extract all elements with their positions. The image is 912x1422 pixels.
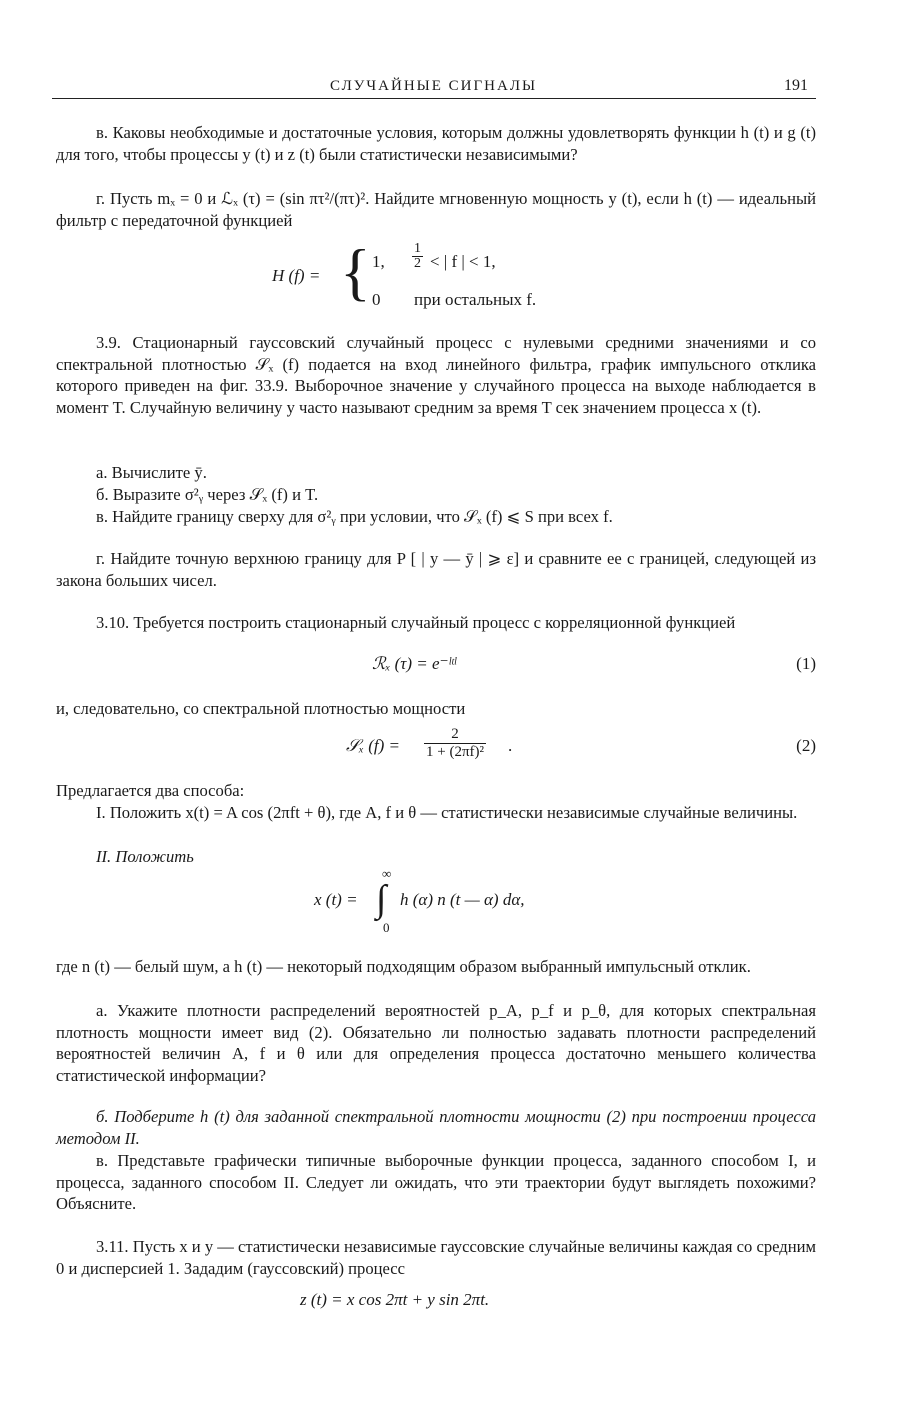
problem-3-9: 3.9. Стационарный гауссовский случайный процесс с нулевыми средними значениями и со спектральной плотностью 𝒮ₓ (f) подается на вход линейного фильтра, график импульсного отклика которого приведен на фиг. 33.9. Выборочное значение y случайного процесса на выходе наблюдается в момент T. Случайную величину y часто называют средним за время T сек значением процесса x (t).	[56, 333, 816, 417]
eq-h-lhs: H (f) =	[272, 266, 321, 285]
eq3-lhs: x (t) =	[314, 890, 358, 909]
question-b: б. Подберите h (t) для заданной спектральной плотности мощности (2) при построении процесса методом II.	[56, 1107, 816, 1148]
eq-h-row1-value: 1,	[372, 252, 385, 271]
eq2-num: 2	[424, 726, 486, 744]
problem-3-10: 3.10. Требуется построить стационарный случайный процесс с корреляционной функцией	[96, 613, 736, 632]
eq2-fraction	[424, 726, 486, 761]
eq2-tail: .	[508, 736, 513, 755]
problem-3-9-v: в. Найдите границу сверху для σ²ᵧ при условии, что 𝒮ₓ (f) ⩽ S при всех f.	[96, 507, 613, 526]
running-header-title: СЛУЧАЙНЫЕ СИГНАЛЫ	[330, 78, 538, 94]
header-rule	[52, 98, 816, 99]
eq-h-frac-num: 1	[414, 241, 421, 256]
paragraph-white-noise: где n (t) — белый шум, а h (t) — некоторый подходящим образом выбранный импульсный отклик.	[56, 957, 751, 976]
eq3-lower-limit: 0	[383, 920, 390, 935]
paragraph-spectral: и, следовательно, со спектральной плотностью мощности	[56, 699, 466, 718]
equation-1-number: (1)	[796, 654, 816, 673]
eq-h-frac-den: 2	[414, 256, 421, 271]
method-1: I. Положить x(t) = A cos (2πft + θ), где A, f и θ — статистически независимые случайные величины.	[96, 803, 798, 822]
equation-1: ℛₓ (τ) = e⁻ˡᵗˡ	[372, 654, 457, 673]
paragraph-item-v: в. Каковы необходимые и достаточные условия, которым должны удовлетворять функции h (t) и g (t) для того, чтобы процессы y (t) и z (t) были статистически независимыми?	[56, 123, 816, 164]
equation-2-number: (2)	[796, 736, 816, 755]
eq-h-brace: {	[340, 236, 371, 307]
paragraph-item-g: г. Пусть mₓ = 0 и ℒₓ (τ) = (sin πτ²/(πτ)². Найдите мгновенную мощность y (t), если h (t) — идеальный фильтр с передаточной функцией	[56, 189, 816, 230]
eq-h-row1-cond: < | f | < 1,	[430, 252, 496, 271]
method-2: II. Положить	[96, 847, 194, 866]
page-number: 191	[784, 77, 808, 94]
equation-process-z: z (t) = x cos 2πt + y sin 2πt.	[300, 1290, 490, 1309]
eq2-den: 1 + (2πf)²	[426, 744, 485, 760]
eq3-body: h (α) n (t — α) dα,	[400, 890, 525, 909]
eq3-upper-limit: ∞	[382, 866, 392, 881]
paragraph-two-methods: Предлагается два способа:	[56, 781, 245, 800]
question-a: а. Укажите плотности распределений вероятностей p_A, p_f и p_θ, для которых спектральная плотность мощности имеет вид (2). Обязательно ли полностью задавать плотности распределений вероятностей величин A, f и θ или для определения процесса достаточно меньшего количества статистической информации?	[56, 1001, 816, 1085]
problem-3-9-g: г. Найдите точную верхнюю границу для P [ | y — ȳ | ⩾ ε] и сравните ее с границей, следующей из закона больших чисел.	[56, 549, 816, 590]
question-v: в. Представьте графически типичные выборочные функции процесса, заданного способом I, и процесса, заданного способом II. Следует ли ожидать, что эти траектории будут выглядеть похожими? Объясните.	[56, 1151, 816, 1214]
problem-3-9-a: а. Вычислите ȳ.	[96, 463, 207, 482]
integral-sign: ∫	[376, 878, 387, 920]
problem-3-11: 3.11. Пусть x и y — статистически независимые гауссовские случайные величины каждая со средним 0 и дисперсией 1. Зададим (гауссовский) процесс	[56, 1237, 816, 1278]
eq-h-row2-cond: при остальных f.	[414, 290, 537, 309]
problem-3-9-b: б. Выразите σ²ᵧ через 𝒮ₓ (f) и T.	[96, 485, 319, 504]
eq-h-row2-value: 0	[372, 290, 381, 309]
eq2-lhs: 𝒮ₓ (f) =	[346, 736, 401, 755]
eq-h-row1-fraction	[412, 242, 423, 271]
